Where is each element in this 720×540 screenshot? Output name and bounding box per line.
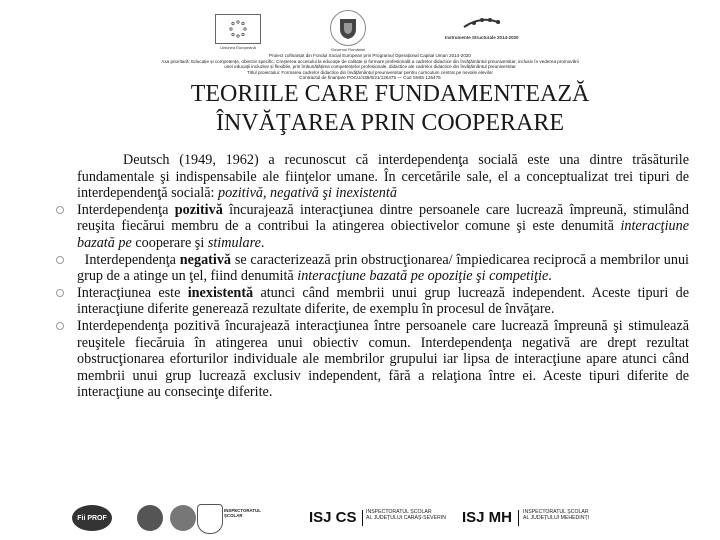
bullet-text bbox=[77, 285, 689, 318]
logo-separator bbox=[518, 510, 519, 526]
slide-title bbox=[100, 80, 680, 138]
bullet-text bbox=[77, 252, 689, 285]
isj-mh-line: AL JUDEȚULUI MEHEDINȚI bbox=[523, 515, 590, 521]
bullet-item-summary bbox=[56, 318, 689, 401]
bullet-item-negative bbox=[56, 252, 689, 285]
bullet-item-nonexistent bbox=[56, 285, 689, 318]
government-logo bbox=[330, 10, 366, 52]
instrumente-structurale-icon bbox=[457, 12, 507, 34]
intro-paragraph bbox=[56, 152, 689, 202]
bold-term: pozitivă bbox=[174, 201, 223, 218]
text-run: atunci când membrii unui grup lucrează independent. Aceste tipuri de interacţiune diferite generează rezultate diferite, de exemplu în procesul de învăţare. bbox=[77, 284, 689, 318]
logo-separator bbox=[362, 510, 363, 526]
portrait-icon bbox=[170, 505, 196, 531]
coat-of-arms-icon bbox=[330, 10, 366, 46]
text-run: Interacţiunea este bbox=[77, 284, 188, 301]
text-run: se caracterizează prin obstrucţionarea/ împiedicarea reciprocă a membrilor unui grup de a atinge un ţel, fiind denumită bbox=[77, 251, 689, 285]
isj-cs-line: INSPECTORATUL ȘCOLAR bbox=[366, 509, 432, 515]
inspectorat-logo-text bbox=[224, 508, 261, 518]
intro-plain: Deutsch (1949, 1962) a recunoscut că interdependenţa socială este una dintre trăsăturile fundamentale şi indispensabile ale fiinţelor umane. În cercetările sale, el a conceptualizat trei tipuri de interdependenţă socială: bbox=[77, 152, 689, 202]
bullet-icon bbox=[56, 289, 64, 297]
text-run: Interdependenţa bbox=[84, 251, 180, 268]
instrumente-structurale-caption: Instrumente Structurale 2014-2020 bbox=[445, 35, 519, 40]
isj-cs-logo: ISJ CS bbox=[309, 509, 357, 526]
isj-mh-subtitle bbox=[523, 509, 589, 521]
bullet-icon bbox=[56, 206, 64, 214]
bullet-icon bbox=[56, 256, 64, 264]
eu-logo bbox=[215, 14, 261, 50]
project-line: Titlul proiectului: Formarea cadrelor didactice din învățământul preuniversitar pentru curriculum centrat pe nevoile elevilor bbox=[247, 69, 493, 75]
inspectorat-line: ȘCOLAR bbox=[224, 513, 243, 518]
instrumente-structurale-logo bbox=[445, 12, 519, 40]
project-info bbox=[90, 53, 650, 81]
bold-term: inexistentă bbox=[187, 284, 254, 301]
slide-title-line-2: ÎNVĂŢAREA PRIN COOPERARE bbox=[215, 110, 565, 136]
bullet-item-positive bbox=[56, 202, 689, 252]
text-run: Interdependenţa bbox=[77, 201, 175, 218]
inspectorat-line: INSPECTORATUL bbox=[224, 508, 261, 513]
italic-term: interacţiune bazată pe bbox=[77, 218, 689, 251]
project-line: Proiect cofinanțat din Fondul Social European prin Programul Operațional Capital Uman 2014-2020 bbox=[269, 53, 471, 58]
project-line: unei educații incluzive și flexibile, prin îmbunătățirea competențelor profesionale, didactice ale cadrelor didactice din învățământul preuniversitar bbox=[224, 64, 516, 70]
intro-italic: pozitivă, negativă şi inexistentă bbox=[218, 185, 397, 202]
intro-text bbox=[77, 152, 689, 202]
italic-term: stimulare bbox=[207, 234, 261, 251]
slide-body bbox=[56, 152, 689, 401]
isj-mh-logo: ISJ MH bbox=[462, 509, 513, 526]
slide-title-line-1: TEORIILE CARE FUNDAMENTEAZĂ bbox=[190, 81, 590, 107]
italic-term: interacţiune bazată pe opoziţie şi competiţie bbox=[297, 268, 549, 285]
bullet-text: Interdependenţa pozitivă încurajează interacţiunea între persoanele care lucrează împreună şi stimulează reuşitele fiecăruia în atingerea unui obiectiv comun. Interdependenţa negativă are drept rezultat obstrucţionarea eforturilor individuale ale membrilor grupului iar lipsa de interacţiune apare atunci când membrii unui grup lucrează exclusiv independent, fără a relaţiona între ei. Aceste tipuri diferite de interacţiune au consecinţe diferite. bbox=[77, 317, 689, 401]
portrait-icon bbox=[137, 505, 163, 531]
text-run: . bbox=[260, 234, 265, 251]
eu-flag-icon bbox=[215, 14, 261, 44]
isj-cs-subtitle bbox=[366, 509, 446, 521]
proiect-logo: Fii PROF bbox=[72, 505, 112, 531]
isj-cs-line: AL JUDEȚULUI CARAȘ-SEVERIN bbox=[366, 515, 446, 521]
eu-logo-caption: Uniunea Europeană bbox=[220, 45, 256, 50]
bullet-text bbox=[77, 202, 689, 252]
header-logo-strip bbox=[0, 0, 720, 80]
text-run: cooperare şi bbox=[131, 234, 208, 251]
crest-icon bbox=[197, 504, 223, 534]
government-logo-caption: Guvernul României bbox=[330, 47, 366, 52]
project-line: Axa prioritară: Educație și competențe, obiectiv specific: Creșterea accesului la educație de calitate și formare profesională a cadrelor didactice din învățământul preuniversitar, inclusiv în vederea promovării bbox=[161, 58, 579, 64]
bold-term: negativă bbox=[179, 251, 232, 268]
text-run: . bbox=[548, 268, 552, 285]
project-line: Contractul de finanțare POCU/438/6/21/126475 — Cod SMIS 126475 bbox=[299, 75, 441, 81]
footer-logo-strip bbox=[0, 500, 720, 540]
bullet-icon bbox=[56, 322, 64, 330]
text-run: încurajează interacţiunea dintre persoanele care lucrează împreună, stimulând reuşita fiecărui membru de a contribui la atingerea obiectivelor comune şi este denumită bbox=[77, 201, 689, 235]
isj-mh-line: INSPECTORATUL ȘCOLAR bbox=[523, 509, 589, 515]
